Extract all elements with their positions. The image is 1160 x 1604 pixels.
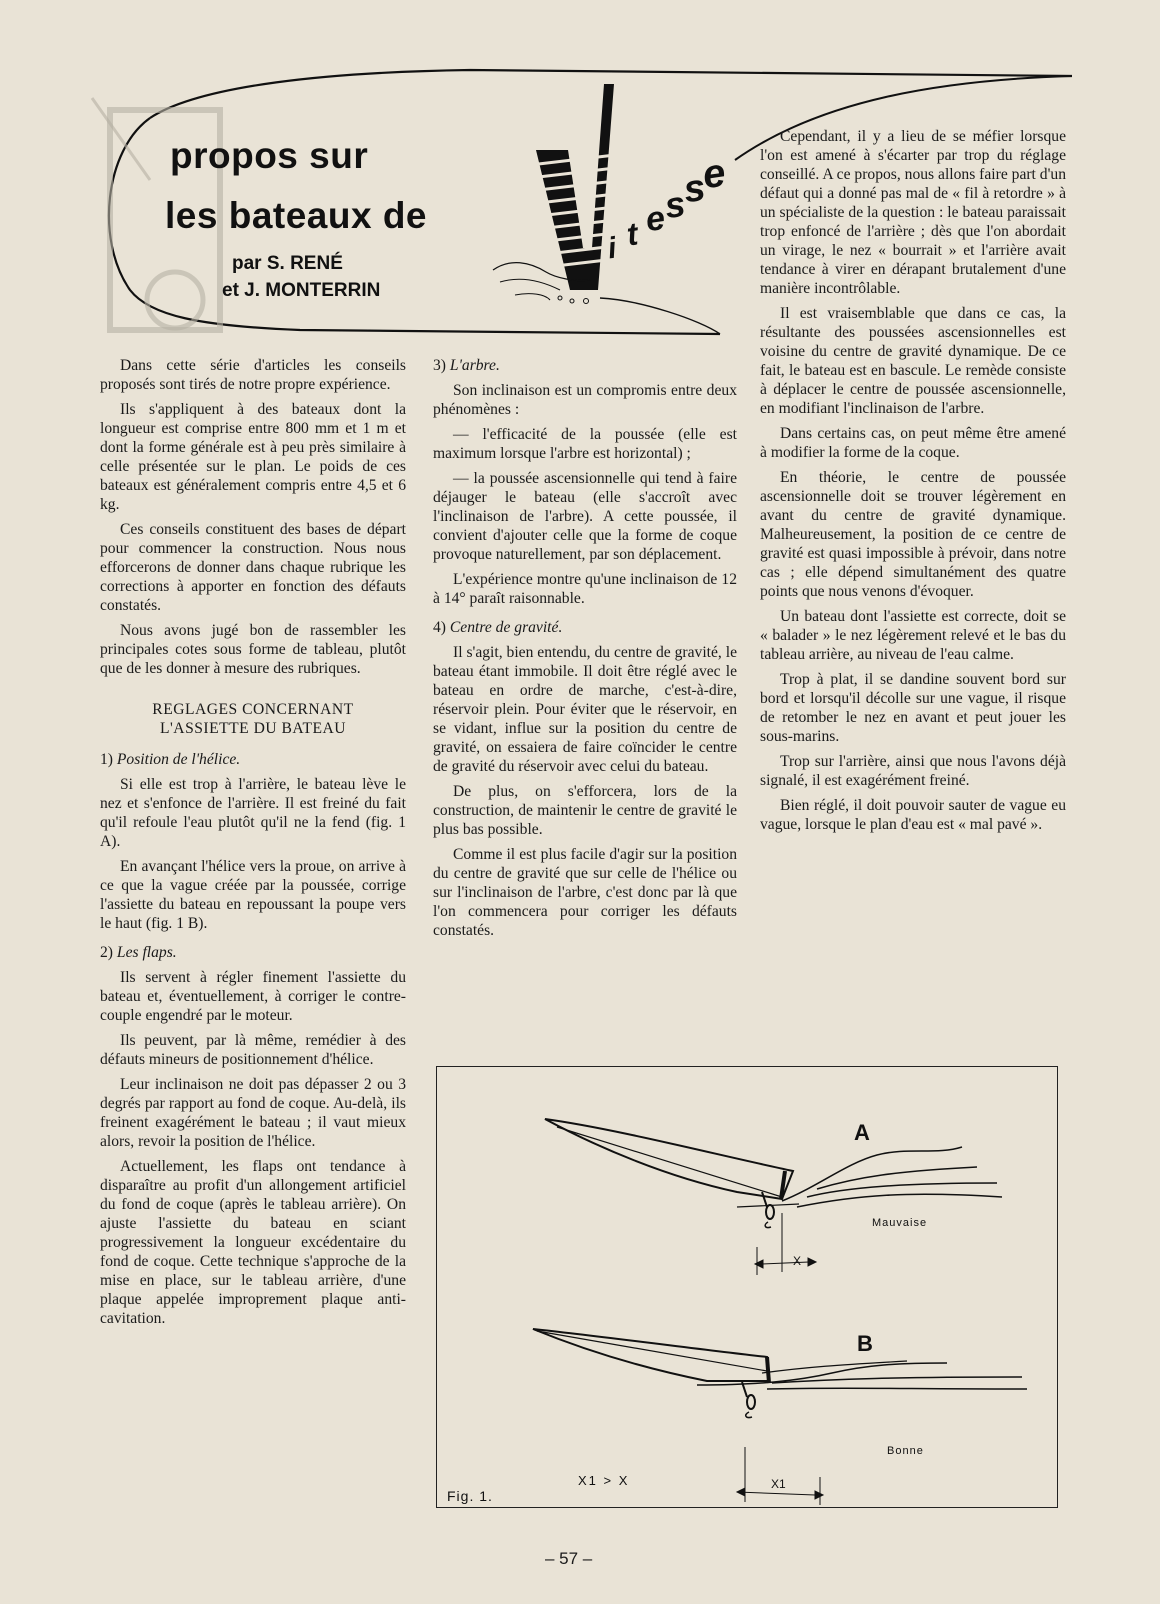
subsection-number: 3) [433, 357, 450, 374]
paragraph: Ils servent à régler finement l'assiette du bateau et, éventuellement, à corriger le contre-couple engendré par le moteur. [100, 969, 406, 1024]
article-byline2: et J. MONTERRIN [222, 280, 381, 301]
article-byline1: par S. RENÉ [232, 253, 343, 274]
text-column-1 [100, 356, 406, 1334]
section-heading-line2: L'ASSIETTE DU BATEAU [159, 720, 347, 737]
vitesse-letter: i [605, 231, 619, 266]
paragraph: Leur inclinaison ne doit pas dépasser 2 ou 3 degrés par rapport au fond de coque. Au-delà, ils freinent exagérément le bateau ; il vaut mieux alors, revoir la position de l'hélice. [100, 1076, 406, 1150]
paragraph: Il est vraisemblable que dans ce cas, la résultante des poussées ascensionnelles est voisine du centre de gravité dynamique. De ce fait, le bateau est en bascule. Le remède consiste à déplacer le centre de poussée ascensionnelle, en modifiant l'inclinaison de l'arbre. [760, 305, 1066, 417]
article-title-line2: les bateaux de [165, 195, 428, 236]
subsection-number: 4) [433, 619, 450, 636]
article-title-line1: propos sur [170, 135, 369, 176]
paragraph: Actuellement, les flaps ont tendance à disparaître au profit d'un allongement artificiel du fond de coque (après le tableau arrière). On ajuste l'assiette du bateau en sciant progressivement la longueur excédentaire du fond de coque. Cette technique s'approche de la mise en place, sur le tableau arrière, d'une plaque appelée improprement plaque anti-cavitation. [100, 1158, 406, 1327]
paragraph: Trop à plat, il se dandine souvent bord sur bord et lorsqu'il décolle sur une vague, il risque de retomber le nez en avant et peut jouer les sous-marins. [760, 671, 1066, 745]
paragraph: — l'efficacité de la poussée (elle est maximum lorsque l'arbre est horizontal) ; [433, 426, 737, 462]
label-mauvaise: Mauvaise [872, 1217, 928, 1229]
paragraph: Son inclinaison est un compromis entre deux phénomènes : [433, 382, 737, 418]
vitesse-logo-graphic [493, 84, 615, 304]
paragraph: Un bateau dont l'assiette est correcte, doit se « balader » le nez légèrement relevé et le bas du tableau arrière, au niveau de l'eau calme. [760, 608, 1066, 663]
subsection-label: Position de l'hélice. [116, 751, 241, 768]
subsection-title [100, 943, 406, 962]
subsection-label: Centre de gravité. [449, 619, 563, 636]
paragraph: Bien réglé, il doit pouvoir sauter de vague eu vague, lorsque le plan d'eau est « mal pavé ». [760, 797, 1066, 833]
paragraph: Dans cette série d'articles les conseils proposés sont tirés de notre propre expérience. [100, 357, 406, 393]
dimension-x-label: X [793, 1254, 802, 1268]
subsection-number: 1) [100, 751, 117, 768]
inequality-label: X1 > X [578, 1473, 630, 1488]
paragraph: — la poussée ascensionnelle qui tend à faire déjauger le bateau (elle s'accroît avec l'inclinaison de l'arbre). A cette poussée, il convient d'ajouter celle que la forme de coque provoque naturellement, par son déplacement. [433, 470, 737, 563]
subsection-title [100, 750, 406, 769]
vitesse-letter: e [643, 198, 668, 240]
paragraph: Ils peuvent, par là même, remédier à des défauts mineurs de positionnement d'hélice. [100, 1032, 406, 1068]
paragraph: Si elle est trop à l'arrière, le bateau lève le nez et s'enfonce de l'arrière. Il est freiné du fait qu'il refoule l'eau plutôt qu'il ne la fend (fig. 1 A). [100, 776, 406, 850]
paragraph: De plus, on s'efforcera, lors de la construction, de maintenir le centre de gravité le plus bas possible. [433, 783, 737, 838]
paragraph: Ils s'appliquent à des bateaux dont la longueur est comprise entre 800 mm et 1 m et dont la forme générale est à peu près similaire à celle présentée sur le plan. Le poids de ces bateaux est généralement compris entre 4,5 et 6 kg. [100, 401, 406, 513]
vitesse-letter: e [699, 150, 729, 198]
vitesse-letter: s [662, 182, 688, 227]
subsection-label: L'arbre. [449, 357, 500, 374]
section-heading [100, 700, 406, 738]
paragraph: En théorie, le centre de poussée ascensionnelle doit se trouver légèrement en avant du centre de gravité dynamique. Malheureusement, la position de ce centre de gravité est quasi impossible à prévoir, dans notre cas ; elle dépend simultanément des quatre points que nous venons d'évoquer. [760, 469, 1066, 600]
figure-label-a: A [854, 1120, 870, 1145]
page-number: – 57 – [545, 1549, 593, 1568]
boat-a-drawing [545, 1119, 1002, 1275]
subsection-label: Les flaps. [116, 944, 177, 961]
paragraph: Cependant, il y a lieu de se méfier lorsque l'on est amené à s'écarter par trop du réglage conseillé. A ce propos, nous allons faire part d'un défaut qui a donné pas mal de « fil à retordre » à un spécialiste de la question : le bateau paraissait trop enfoncé de l'arrière ; dès que l'on abordait un virage, le nez « bourrait » et l'arrière avait tendance à virer en dérapant brutalement d'une manière incontrôlable. [760, 128, 1066, 297]
boat-trim-diagram [437, 1067, 1057, 1507]
paragraph: Nous avons jugé bon de rassembler les principales cotes sous forme de tableau, plutôt que de les donner à mesure des rubriques. [100, 622, 406, 677]
paragraph: En avançant l'hélice vers la proue, on arrive à ce que la vague créée par la poussée, corrige l'assiette du bateau en repoussant la poupe vers le haut (fig. 1 B). [100, 858, 406, 932]
dimension-x1-label: X1 [771, 1477, 786, 1491]
figure-caption: Fig. 1. [447, 1488, 493, 1504]
paragraph: Il s'agit, bien entendu, du centre de gravité, le bateau étant immobile. Il doit être réglé avec le bateau en ordre de marche, c'est-à-dire, réservoir plein. Pour éviter que le réservoir, en se vidant, influe sur la position du centre de gravité, on essaiera de faire coïncider le centre de gravité du réservoir avec celui du bateau. [433, 644, 737, 775]
paragraph: Comme il est plus facile d'agir sur la position du centre de gravité que sur celle de l'hélice ou sur l'inclinaison de l'arbre, c'est donc par là que l'on commencera pour corriger les défauts constatés. [433, 846, 737, 939]
text-column-3 [760, 127, 1066, 840]
subsection-title [433, 618, 737, 637]
paragraph: L'expérience montre qu'une inclinaison de 12 à 14° paraît raisonnable. [433, 571, 737, 607]
section-heading-line1: REGLAGES CONCERNANT [152, 701, 354, 718]
subsection-number: 2) [100, 944, 117, 961]
paragraph: Dans certains cas, on peut même être amené à modifier la forme de la coque. [760, 425, 1066, 461]
paragraph: Ces conseils constituent des bases de départ pour commencer la construction. Nous nous efforcerons de donner dans chaque rubrique les corrections à apporter en fonction des défauts constatés. [100, 521, 406, 614]
label-bonne: Bonne [887, 1445, 924, 1457]
subsection-title [433, 356, 737, 375]
vitesse-letter: t [624, 215, 641, 253]
vitesse-letter: s [681, 166, 708, 212]
figure-label-b: B [857, 1331, 873, 1356]
text-column-2 [433, 356, 737, 946]
paragraph: Trop sur l'arrière, ainsi que nous l'avons déjà signalé, il est exagérément freiné. [760, 753, 1066, 789]
figure-1 [436, 1066, 1058, 1508]
